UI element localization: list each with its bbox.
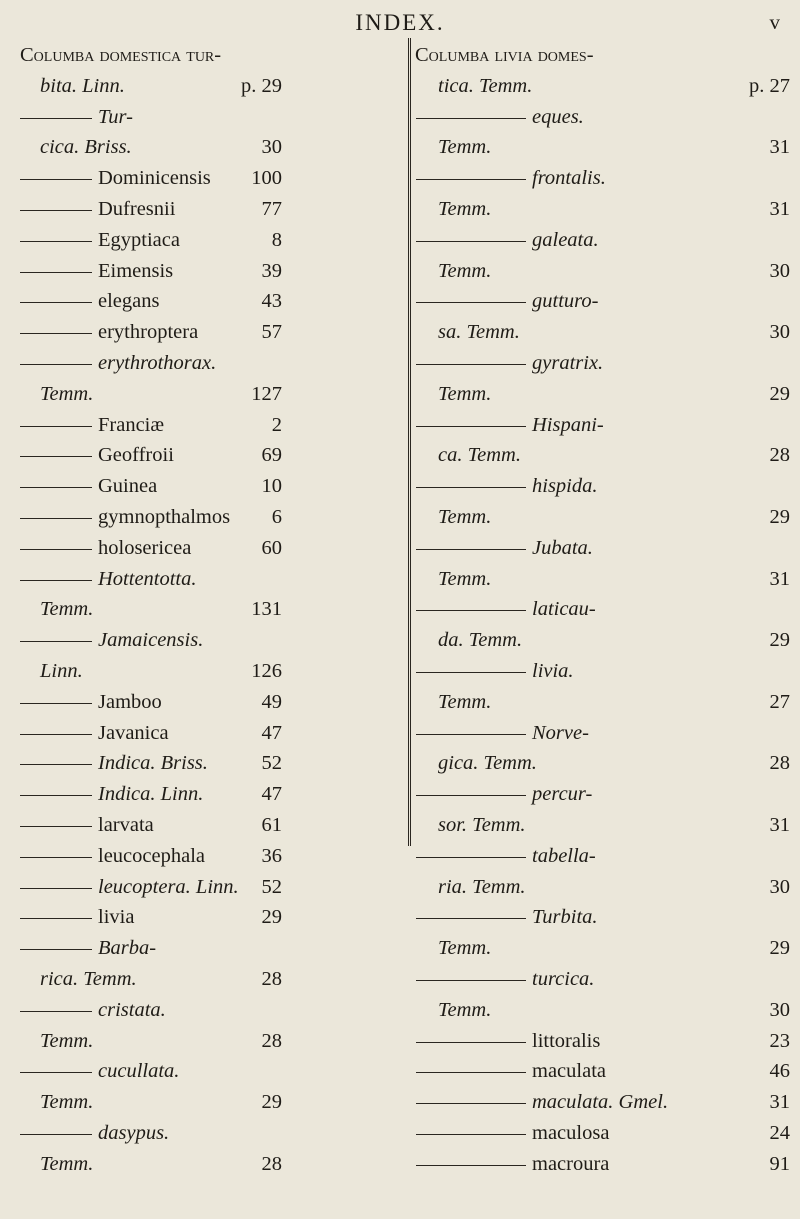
page-number: 69 [261,444,282,467]
page-number: 8 [271,228,282,251]
ditto-dash [416,487,526,488]
index-entry-text: ca. Temm. [438,444,521,467]
index-entry-text: Temm. [438,506,492,528]
page-number: 29 [769,937,790,960]
page-number: 39 [261,259,282,282]
index-line [0,471,800,501]
index-entry-text: littoralis [532,1029,601,1052]
index-line [0,132,800,162]
page-number: 27 [769,690,790,713]
ditto-dash [416,426,526,427]
page-number: 31 [769,198,790,220]
index-entry-text: Egyptiaca [98,228,180,251]
page-title: INDEX. [355,10,445,35]
index-entry-text: Temm. [438,198,492,220]
page-number: 43 [261,290,282,313]
index-line [0,317,800,347]
index-entry-text: Jamaicensis. [98,629,204,652]
index-entry-text: leucocephala [98,844,205,867]
page-number: 36 [261,844,282,867]
index-line [0,564,800,594]
index-line [0,594,800,624]
index-line [0,379,800,409]
index-line [0,286,800,316]
page-number: p. 29 [241,74,282,97]
index-entry-text: maculata. Gmel. [532,1091,669,1114]
index-entry-text: livia [98,906,135,929]
index-line [0,71,800,101]
index-line [0,533,800,563]
index-line [0,810,800,840]
index-entry-text: laticau- [532,598,596,621]
ditto-dash [416,549,526,550]
index-line [0,625,800,655]
index-entry-text: ria. Temm. [438,875,526,898]
index-entry-text: cica. Briss. [40,136,132,159]
page-number: 29 [769,382,790,405]
index-line [0,40,800,70]
page-number: 10 [261,475,282,498]
page-number: 31 [769,814,790,836]
index-entry-text: hispida. [532,475,598,498]
ditto-dash [416,241,526,242]
page-number: 47 [261,783,282,806]
page-number: 57 [261,321,282,344]
index-entry-text: bita. Linn. [40,74,125,97]
index-entry-text: sor. Temm. [438,814,526,836]
index-entry-text: Temm. [40,598,94,621]
index-entry-text: Geoffroii [98,444,174,467]
index-entry-text: Norve- [532,721,589,744]
index-entry-text: Temm. [438,937,492,960]
index-entry-text: Tur- [98,105,133,128]
index-entry-text: Temm. [438,690,492,713]
ditto-dash [416,795,526,796]
index-entry-text: Columba livia domes- [415,44,594,66]
index-entry-text: tica. Temm. [438,74,533,97]
index-line [0,348,800,378]
index-entry-text: Barba- [98,937,157,960]
index-line [0,502,800,532]
index-line [0,163,800,193]
ditto-dash [416,610,526,611]
index-line [0,656,800,686]
page-number: 24 [769,1122,790,1144]
index-entry-text: elegans [98,290,160,313]
page-number: 31 [769,567,790,590]
index-entry-text: Jamboo [98,690,162,713]
index-entry-text: Temm. [40,1029,94,1052]
page-number: 2 [271,413,282,436]
index-entry-text: Turbita. [532,906,598,929]
page-number: 49 [261,690,282,713]
index-entry-text: Guinea [98,475,158,498]
index-entry-text: Franciæ [98,413,165,436]
index-line [0,718,800,748]
index-entry-text: Temm. [40,382,94,405]
ditto-dash [416,302,526,303]
index-entry-text: galeata. [532,228,599,251]
index-entry-text: frontalis. [532,167,606,190]
page-number: 61 [261,814,282,836]
index-entry-text: turcica. [532,968,595,990]
ditto-dash [416,672,526,673]
index-line [0,410,800,440]
page-number: 52 [261,875,282,898]
page-number: 28 [261,1152,282,1175]
page-number: 31 [769,136,790,159]
index-entry-text: Temm. [438,567,492,590]
page-header [0,8,800,38]
index-entry-text: erythroptera [98,321,199,344]
index-line [0,194,800,224]
ditto-dash [416,179,526,180]
index-entry-text: Hispani- [532,413,604,436]
page-number: 28 [769,752,790,775]
index-entry-text: macroura [532,1152,610,1175]
ditto-dash [416,364,526,365]
index-line [0,779,800,809]
index-entry-text: gutturo- [532,290,599,313]
page-number: 29 [261,906,282,929]
index-entry-text: leucoptera. Linn. [98,875,239,898]
page-number: 30 [769,875,790,898]
page-number: 47 [261,721,282,744]
page-number: 30 [769,321,790,344]
page-number: 6 [271,506,282,528]
index-entry-text: Javanica [98,721,169,744]
page-number: 46 [769,1060,790,1083]
index-entry-text: larvata [98,814,154,836]
index-entry-text: livia. [532,660,574,682]
index-line [0,225,800,255]
page-number: 28 [261,968,282,990]
index-entry-text: maculata [532,1060,606,1083]
index-entry-text: cucullata. [98,1060,180,1083]
index-entry-text: Indica. Linn. [98,783,204,806]
index-line [0,687,800,717]
blank-page-area [0,860,800,1219]
index-line [0,102,800,132]
ditto-dash [416,118,526,119]
index-entry-text: gymnopthalmos [98,506,231,528]
index-entry-text: tabella- [532,844,596,867]
page-number: 77 [261,198,282,220]
page-number: 91 [769,1152,790,1175]
page-number: p. 27 [749,74,790,97]
page-number: 30 [261,136,282,159]
index-entry-text: da. Temm. [438,629,523,652]
index-entry-text: cristata. [98,998,166,1021]
page-number: 60 [261,536,282,559]
index-entry-text: Columba domestica tur- [20,44,222,66]
page-number: 23 [769,1029,790,1052]
page-number: 31 [769,1091,790,1114]
index-entry-text: eques. [532,105,584,128]
page-folio: v [769,10,780,34]
page-number: 52 [261,752,282,775]
page-number: 100 [251,167,282,190]
index-line [0,748,800,778]
page-number: 29 [261,1091,282,1114]
index-entry-text: gyratrix. [532,352,604,374]
index-entry-text: Eimensis [98,259,174,282]
index-entry-text: percur- [532,783,593,806]
ditto-dash [416,857,526,858]
index-entry-text: erythrothorax. [98,352,217,374]
page-number: 29 [769,506,790,528]
page-number: 28 [769,444,790,467]
index-entry-text: sa. Temm. [438,321,520,344]
index-entry-text: maculosa [532,1122,610,1144]
index-entry-text: Temm. [438,998,492,1021]
index-line [0,440,800,470]
page-number: 131 [251,598,282,621]
page-number: 127 [251,382,282,405]
index-line [0,256,800,286]
index-entry-text: gica. Temm. [438,752,537,775]
page-number: 28 [261,1029,282,1052]
page-number: 29 [769,629,790,652]
index-entry-text: Jubata. [532,536,593,559]
index-entry-text: Linn. [40,660,83,682]
index-entry-text: holosericea [98,536,192,559]
index-entry-text: dasypus. [98,1122,170,1144]
ditto-dash [416,734,526,735]
index-entry-text: Temm. [438,382,492,405]
index-entry-text: Indica. Briss. [98,752,208,775]
page-number: 30 [769,998,790,1021]
index-entry-text: rica. Temm. [40,968,137,990]
index-entry-text: Dominicensis [98,167,211,190]
index-entry-text: Temm. [40,1091,94,1114]
page-number: 126 [251,660,282,682]
index-entry-text: Temm. [40,1152,94,1175]
index-entry-text: Hottentotta. [98,567,197,590]
index-entry-text: Dufresnii [98,198,176,220]
index-entry-text: Temm. [438,136,492,159]
page-number: 30 [769,259,790,282]
index-entry-text: Temm. [438,259,492,282]
